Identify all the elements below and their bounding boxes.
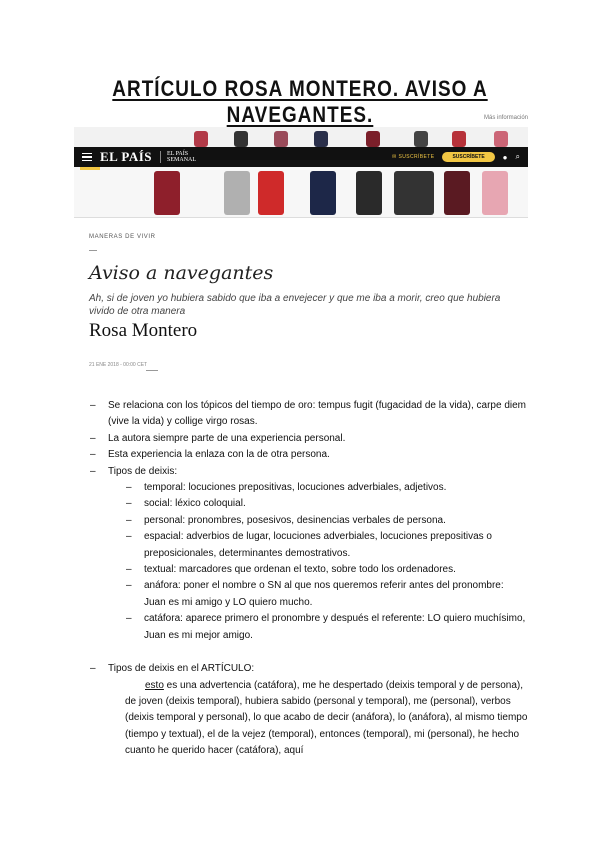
deixis-item: – anáfora: poner el nombre o SN al que nos queremos referir antes del pronombre: Juan es mi amigo y LO quiero mucho.: [88, 578, 528, 611]
divider: [89, 250, 97, 251]
highlighted-word: esto: [145, 679, 164, 691]
site-navbar: [74, 147, 528, 167]
product-image[interactable]: [356, 171, 382, 215]
product-image[interactable]: [258, 171, 284, 215]
article-section[interactable]: MANERAS DE VIVIR: [89, 234, 156, 240]
divider: [146, 370, 158, 371]
document-title: ARTÍCULO ROSA MONTERO. AVISO A NAVEGANTES.: [112, 76, 488, 127]
list-item: – Tipos de deixis:: [88, 464, 528, 480]
product-image[interactable]: [224, 171, 250, 215]
product-image[interactable]: [482, 171, 508, 215]
subscribe-button[interactable]: SUSCRÍBETE: [442, 152, 494, 162]
product-image[interactable]: [394, 171, 434, 215]
site-logo-sub[interactable]: EL PAÍS SEMANAL: [160, 151, 203, 163]
list-item: – Tipos de deixis en el ARTÍCULO:: [88, 661, 528, 677]
newsletter-link[interactable]: ✉ SUSCRÍBETE: [392, 154, 435, 160]
product-strip-top: [74, 127, 528, 147]
active-tab-indicator: [80, 167, 100, 170]
list-item: – Esta experiencia la enlaza con la de otra persona.: [88, 447, 528, 463]
list-item: – La autora siempre parte de una experiencia personal.: [88, 431, 528, 447]
deixis-item: – temporal: locuciones prepositivas, locuciones adverbiales, adjetivos.: [88, 480, 528, 496]
article-author[interactable]: Rosa Montero: [89, 320, 198, 341]
study-notes: [88, 398, 528, 760]
mail-icon: ✉: [392, 154, 399, 160]
deixis-item: – catáfora: aparece primero el pronombre y después el referente: LO quiero muchísimo, Juan es mi mejor amigo.: [88, 611, 528, 644]
deixis-item: – personal: pronombres, posesivos, desinencias verbales de persona.: [88, 513, 528, 529]
deixis-item: – social: léxico coloquial.: [88, 496, 528, 512]
newspaper-screenshot: [74, 127, 528, 218]
article-analysis: [88, 678, 528, 760]
user-icon[interactable]: ●: [502, 152, 508, 162]
deixis-item: – espacial: adverbios de lugar, locuciones adverbiales, locuciones prepositivas o preposicionales, determinantes demostrativos.: [88, 529, 528, 562]
article-subheadline: Ah, si de joven yo hubiera sabido que iba a envejecer y que me iba a morir, creo que hubiera vivido de otra manera: [89, 293, 501, 317]
analysis-text: es una advertencia (catáfora), me he despertado (deixis temporal y de persona), de joven (deixis temporal), hubiera sabido (personal y temporal), me (personal), verbos (deixis temporal y personal), lo que acabo de decir (anáfora), lo (anáfora), al mismo tiempo (tiempo y textual), el de la vejez (temporal), entonces (temporal), mi (personal), he hecho cuanto he querido hacer (catáfora), aquí: [125, 679, 528, 757]
article-date: 21 ENE 2018 - 00:00 CET: [89, 362, 148, 368]
site-logo[interactable]: EL PAÍS: [100, 149, 153, 164]
menu-icon[interactable]: [82, 151, 92, 164]
product-image[interactable]: [310, 171, 336, 215]
product-image[interactable]: [444, 171, 470, 215]
header-note: Más información: [483, 115, 528, 121]
list-item: – Se relaciona con los tópicos del tiempo de oro: tempus fugit (fugacidad de la vida), carpe diem (vive la vida) y collige virgo rosas.: [88, 398, 528, 431]
product-image[interactable]: [154, 171, 180, 215]
deixis-item: – textual: marcadores que ordenan el texto, sobre todo los ordenadores.: [88, 562, 528, 578]
article-headline: Aviso a navegantes: [89, 262, 274, 284]
search-icon[interactable]: ⌕: [515, 152, 520, 161]
